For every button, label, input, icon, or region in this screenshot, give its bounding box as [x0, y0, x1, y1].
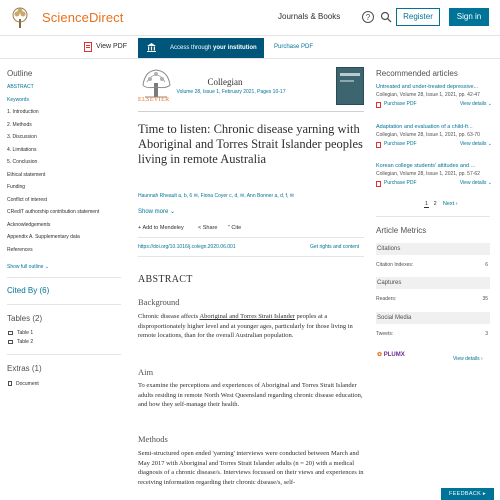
add-mendeley-label: Add to Mendeley — [142, 225, 184, 231]
journal-name[interactable]: Collegian — [207, 77, 243, 87]
recommended-source: Collegian, Volume 28, Issue 1, 2021, pp. 42-47 — [376, 92, 480, 98]
share-icon: < — [198, 225, 203, 231]
help-icon[interactable]: ? — [362, 11, 374, 23]
outline-item-credit[interactable]: CRediT authorship contribution statement — [7, 209, 100, 215]
table-1-link[interactable] — [8, 330, 33, 336]
search-icon[interactable] — [380, 11, 392, 23]
metrics-heading: Article Metrics — [376, 226, 427, 235]
doi-link[interactable]: https://doi.org/10.1016/j.colegn.2020.06.001 — [138, 244, 236, 250]
show-more-label: Show more — [138, 209, 169, 215]
chevron-down-icon: ⌄ — [487, 141, 492, 147]
metrics-view-details-link[interactable] — [453, 356, 483, 362]
aim-paragraph: To examine the perceptions and experiences of Aboriginal and Torres Strait Islander adults residing in remote North West Queensland regarding chronic disease education, and how they self-manage their health. — [138, 382, 363, 409]
view-details-link[interactable] — [460, 101, 492, 107]
tables-heading: Tables (2) — [7, 314, 43, 323]
table-2-label: Table 2 — [17, 339, 34, 345]
register-button[interactable]: Register — [396, 8, 440, 26]
table-2-link[interactable] — [8, 339, 33, 345]
plus-icon: + — [138, 225, 143, 231]
view-pdf-link[interactable]: View PDF — [96, 43, 127, 50]
journal-issue-info[interactable]: Volume 28, Issue 1, February 2021, Pages 10-17 — [176, 89, 286, 95]
sign-in-button[interactable]: Sign in — [449, 8, 489, 26]
background-paragraph — [138, 312, 368, 341]
elsevier-tree-logo-icon[interactable] — [8, 6, 32, 30]
table-1-label: Table 1 — [17, 330, 34, 336]
cite-label: Cite — [231, 225, 242, 231]
background-text-post: peoples at a disproportionately higher level and at younger ages, particularly for those living in remote locations, than for the overall Australian population. — [138, 313, 353, 340]
chevron-down-icon: ⌄ — [487, 180, 492, 186]
outline-item-conclusion[interactable]: 5. Conclusion — [7, 159, 38, 165]
share-label: Share — [202, 225, 218, 231]
recommended-source: Collegian, Volume 28, Issue 1, 2021, pp. 57-62 — [376, 171, 480, 177]
background-text-pre: Chronic disease affects — [138, 313, 200, 320]
document-icon — [8, 381, 12, 386]
recommended-title-link[interactable]: Untreated and under-treated depressive... — [376, 84, 479, 90]
outline-item-keywords[interactable]: Keywords — [7, 96, 29, 103]
chevron-down-icon: ⌄ — [487, 101, 492, 107]
article-toolbar — [0, 37, 500, 59]
recommended-heading: Recommended articles — [376, 69, 458, 78]
outline-item-ethical[interactable]: Ethical statement — [7, 171, 46, 178]
show-full-outline-button[interactable] — [7, 264, 49, 270]
plumx-label: PLUMX — [383, 352, 405, 358]
quote-icon: ” — [228, 225, 232, 231]
outline-item-appendix[interactable]: Appendix A. Supplementary data — [7, 234, 80, 240]
readers-label: Readers: — [376, 296, 397, 302]
extras-heading: Extras (1) — [7, 364, 42, 373]
recommended-actions — [376, 101, 492, 110]
page-2-link[interactable]: 2 — [433, 201, 437, 207]
recommended-actions — [376, 141, 492, 150]
chevron-down-icon: ⌄ — [44, 264, 50, 270]
recommended-item — [376, 124, 492, 150]
captures-section-header: Captures — [376, 277, 490, 289]
plumx-icon: ✿ — [377, 352, 383, 358]
rights-link[interactable]: Get rights and content — [310, 244, 360, 250]
doi-bottom-divider — [138, 256, 364, 257]
view-details-link[interactable] — [460, 180, 492, 186]
chevron-right-icon: › — [480, 356, 483, 362]
pdf-icon — [376, 102, 381, 108]
cited-divider — [7, 304, 121, 305]
cited-by-link[interactable]: Cited By (6) — [7, 286, 50, 295]
show-more-button[interactable] — [138, 208, 175, 215]
outline-divider — [7, 277, 121, 278]
view-details-link[interactable] — [460, 141, 492, 147]
pdf-icon — [376, 142, 381, 148]
social-media-section-header: Social Media — [376, 312, 490, 324]
pdf-icon — [84, 42, 92, 52]
author-list[interactable]: Haunnah Rheault a, b, 6 ✉, Fiona Coyer c, d, ✉, Ann Bonner a, d, f, ✉ — [138, 193, 294, 199]
purchase-pdf-link[interactable]: Purchase PDF — [384, 141, 417, 147]
outline-item-funding[interactable]: Funding — [7, 184, 26, 190]
purchase-pdf-link[interactable]: Purchase PDF — [274, 44, 314, 50]
recommended-divider — [376, 216, 490, 217]
access-institution-button[interactable] — [138, 38, 264, 58]
purchase-pdf-link[interactable]: Purchase PDF — [384, 101, 417, 107]
recommended-title-link[interactable]: Korean college students' attitudes and ... — [376, 163, 476, 169]
tweets-row — [376, 331, 488, 337]
tweets-label: Tweets: — [376, 331, 394, 337]
cite-button[interactable] — [228, 225, 241, 231]
citations-section-header: Citations — [376, 243, 490, 255]
article-title: Time to listen: Chronic disease yarning with Aboriginal and Torres Strait Islander peoples living in remote Australia — [138, 122, 363, 166]
add-to-mendeley-button[interactable] — [138, 225, 184, 231]
aim-heading: Aim — [138, 367, 154, 377]
citation-indexes-label: Citation Indexes: — [376, 262, 414, 268]
outline-heading: Outline — [7, 69, 33, 78]
outline-item-abstract[interactable]: ABSTRACT — [7, 84, 34, 90]
feedback-icon: ▸ — [482, 491, 486, 497]
next-label: Next — [442, 201, 455, 207]
citation-indexes-value: 6 — [485, 262, 488, 268]
access-strong: your institution — [213, 45, 257, 51]
view-details-label: View details — [459, 101, 487, 107]
outline-item-limitations[interactable]: 4. Limitations — [7, 146, 37, 153]
methods-heading: Methods — [138, 434, 168, 444]
outline-item-acknowledgements[interactable]: Acknowledgements — [7, 221, 51, 228]
recommended-source: Collegian, Volume 28, Issue 1, 2021, pp. 63-70 — [376, 132, 480, 138]
plumx-logo[interactable] — [377, 351, 405, 358]
journal-cover-image[interactable] — [336, 67, 364, 105]
tweets-value: 3 — [485, 331, 488, 337]
chevron-down-icon: ⌄ — [170, 209, 176, 215]
chevron-right-icon: › — [455, 201, 458, 207]
institution-icon — [147, 43, 156, 52]
readers-row — [376, 296, 488, 302]
background-link[interactable]: Aboriginal and Torres Strait Islander — [199, 313, 295, 320]
outline-item-introduction[interactable]: 1. Introduction — [7, 109, 39, 115]
table-icon — [8, 340, 13, 344]
outline-item-conflict[interactable]: Conflict of interest — [7, 196, 48, 203]
share-button[interactable] — [198, 225, 217, 231]
metrics-view-details-label: View details — [453, 356, 480, 362]
top-header — [0, 0, 500, 36]
abstract-heading: ABSTRACT — [138, 274, 193, 285]
tables-divider — [7, 354, 121, 355]
methods-paragraph: Semi-structured open ended 'yarning' interviews were conducted between March and May 2017 with Aboriginal and Torres Strait Islander adults (n = 20) with a medical diagnosis of a chronic disease/s. Interviews focussed on their views and experiences in receiving information regarding their chronic disease/s, self- — [138, 450, 364, 486]
outline-item-discussion[interactable]: 3. Discussion — [7, 134, 37, 140]
cover-decoration — [340, 73, 360, 76]
background-heading: Background — [138, 297, 180, 307]
view-details-label: View details — [459, 141, 487, 147]
sciencedirect-brand[interactable]: ScienceDirect — [42, 10, 124, 25]
table-icon — [8, 331, 13, 335]
feedback-button[interactable] — [441, 488, 494, 500]
view-details-label: View details — [459, 180, 487, 186]
recommended-item — [376, 163, 492, 189]
publisher-name: ELSEVIER — [138, 97, 170, 103]
recommended-pagination — [424, 201, 458, 207]
recommended-actions — [376, 180, 492, 189]
outline-item-references[interactable]: References — [7, 246, 33, 253]
doi-top-divider — [138, 237, 364, 238]
citation-indexes-row — [376, 262, 488, 268]
page-1-link[interactable]: 1 — [425, 201, 429, 207]
access-prefix: Access through — [170, 45, 214, 51]
pdf-icon — [376, 181, 381, 187]
journals-books-link[interactable]: Journals & Books — [278, 12, 341, 21]
document-link[interactable] — [8, 381, 39, 387]
cover-decoration — [340, 80, 354, 82]
purchase-pdf-link[interactable]: Purchase PDF — [384, 180, 417, 186]
outline-item-methods[interactable]: 2. Methods — [7, 121, 32, 128]
feedback-label: FEEDBACK — [449, 491, 482, 497]
document-label: Document — [16, 381, 39, 387]
recommended-title-link[interactable]: Adaptation and evaluation of a child-fr... — [376, 124, 473, 130]
recommended-item — [376, 84, 492, 110]
show-full-outline-label: Show full outline — [7, 264, 44, 270]
next-page-link[interactable] — [443, 201, 458, 207]
readers-value: 35 — [482, 296, 488, 302]
header-divider — [138, 111, 364, 112]
